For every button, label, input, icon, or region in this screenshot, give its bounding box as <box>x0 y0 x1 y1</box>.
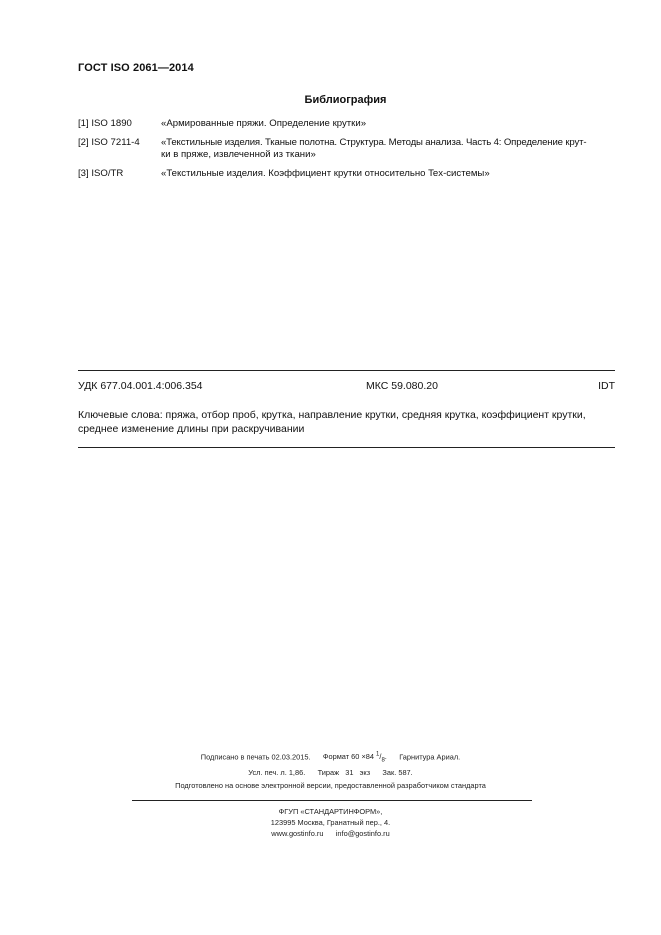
bibliography-text-line-2: ки в пряже, извлеченной из ткани» <box>161 149 316 160</box>
bibliography-ref: [3] ISO/TR <box>78 168 124 179</box>
imprint-line-2 <box>0 768 661 777</box>
imprint-line-3: Подготовлено на основе электронной версии, предоставленной разработчиком стандарта <box>175 781 486 790</box>
bibliography-text: «Текстильные изделия. Коэффициент крутки относительно Tex-системы» <box>161 168 490 179</box>
publisher-web: www.gostinfo.ru <box>271 829 324 838</box>
typeface: Гарнитура Ариал. <box>399 752 461 762</box>
keywords: Ключевые слова: пряжа, отбор проб, крутка, направление крутки, средняя крутка, коэффициент крутки, среднее изменение длины при раскручивании <box>78 409 586 435</box>
idt-mark: IDT <box>598 380 615 392</box>
divider <box>78 447 615 448</box>
bibliography-title <box>0 94 661 106</box>
publisher-name: ФГУП «СТАНДАРТИНФОРМ», <box>278 807 383 816</box>
format: Формат 60 ×84 $^1/_8$. <box>322 752 387 764</box>
bibliography-text-line-1: «Текстильные изделия. Тканые полотна. Структура. Методы анализа. Часть 4: Определение крут- <box>161 137 587 148</box>
imprint-line-1 <box>0 752 661 764</box>
print-sheets: Усл. печ. л. 1,86. <box>248 768 306 777</box>
udk-code: УДК 677.04.001.4:006.354 <box>78 380 203 392</box>
bibliography-title-text: Библиография <box>304 94 387 106</box>
divider <box>78 370 615 371</box>
bibliography-text: «Армированные пряжи. Определение крутки» <box>161 118 367 129</box>
signed-date: Подписано в печать 02.03.2015. <box>200 752 311 762</box>
publisher-email: info@gostinfo.ru <box>335 829 390 838</box>
divider <box>132 800 532 801</box>
bibliography-ref: [1] ISO 1890 <box>78 118 132 129</box>
bibliography-text <box>161 137 617 161</box>
print-run: Тираж 31 экз <box>317 768 371 777</box>
standard-code: ГОСТ ISO 2061—2014 <box>78 62 194 74</box>
order-number: Зак. 587. <box>382 768 413 777</box>
publisher-address: 123995 Москва, Гранатный пер., 4. <box>270 818 391 827</box>
publisher-contacts <box>0 829 661 838</box>
bibliography-ref: [2] ISO 7211-4 <box>78 137 140 148</box>
mks-code: МКС 59.080.20 <box>366 380 438 392</box>
